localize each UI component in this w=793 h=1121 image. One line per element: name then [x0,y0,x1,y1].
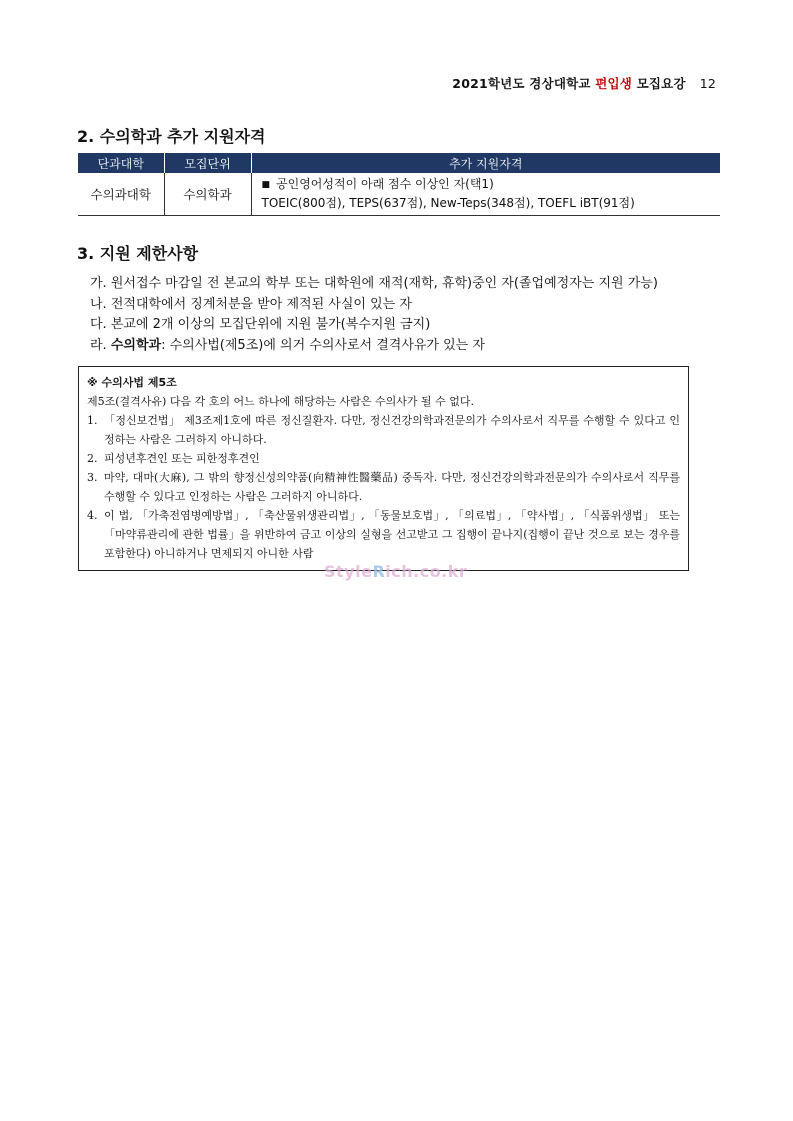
header-qualification: 추가 지원자격 [251,153,720,173]
law-item [87,468,680,506]
law-item-text: 「정신보건법」 제3조제1호에 따른 정신질환자. 다만, 정신건강의학과전문의가 수의사로서 직무를 수행할 수 있다고 인정하는 사람은 그러하지 아니하다. [104,414,680,446]
law-item-text: 피성년후견인 또는 피한정후견인 [104,452,260,465]
table-row [78,173,720,216]
qualification-table [78,153,720,216]
qual-text-1: 공인영어성적이 아래 점수 이상인 자(택1) [276,177,494,191]
law-item-number: 3. [87,471,98,484]
restriction-text: 다. 본교에 2개 이상의 모집단위에 지원 불가(복수지원 금지) [90,317,431,332]
section3-title: 3. 지원 제한사항 [77,244,199,263]
cell-unit: 수의학과 [164,173,251,216]
watermark-part: Style [324,562,373,581]
watermark-part: ich.co.kr [385,562,468,581]
law-item-number: 2. [87,452,98,465]
law-item-number: 1. [87,414,98,427]
law-item [87,449,680,468]
watermark [324,562,467,581]
law-item-text: 마약, 대마(大麻), 그 밖의 향정신성의약품(向精神性醫藥品) 중독자. 다만, 정신건강의학과전문의가 수의사로서 직무를 수행할 수 있다고 인정하는 사람은 그러하지 아니하다. [104,471,680,503]
header-college: 단과대학 [78,153,164,173]
document-header [452,74,716,92]
section2-title: 2. 수의학과 추가 지원자격 [77,127,266,146]
law-item [87,506,680,563]
list-item [90,336,658,357]
law-item [87,411,680,449]
restriction-rest: : 수의사법(제5조)에 의거 수의사로서 결격사유가 있는 자 [161,337,485,353]
qual-line-2: TOEIC(800점), TEPS(637점), New-Teps(348점), TOEFL iBT(91점) [261,196,635,210]
law-box-title: ※ 수의사법 제5조 [87,376,177,389]
cell-college: 수의과대학 [78,173,164,216]
list-item [90,295,658,316]
cell-qualification [251,173,720,216]
page-number: 12 [699,76,716,91]
restriction-list [90,274,658,356]
header-unit: 모집단위 [164,153,251,173]
list-item [90,274,658,295]
header-highlight: 편입생 [595,76,633,91]
restriction-text: 나. 전적대학에서 징계처분을 받아 제적된 사실이 있는 자 [90,296,412,312]
law-intro: 제5조(결격사유) 다음 각 호의 어느 하나에 해당하는 사람은 수의사가 될 수 없다. [87,395,474,408]
header-prefix: 2021학년도 경상대학교 [452,76,596,91]
qual-line-1 [262,176,721,195]
law-box [78,366,689,571]
restriction-bold: 수의학과 [110,337,162,353]
restriction-text: 가. 원서접수 마감일 전 본교의 학부 또는 대학원에 재적(재학, 휴학)중인 자(졸업예정자는 지원 가능) [90,276,658,291]
restriction-prefix: 라. [90,337,111,353]
law-item-text: 이 법, 「가축전염병예방법」, 「축산물위생관리법」, 「동물보호법」, 「의료법」, 「약사법」, 「식품위생법」 또는 「마약류관리에 관한 법률」을 위반하여 금고 이상의 실형을 선고받고 그 집행이 끝나지(집행이 끝난 것으로 보는 경우를 포함한다) 아니하거나 면제되지 아니한 사람 [104,509,680,560]
square-bullet-icon: ■ [261,180,271,190]
law-item-number: 4. [87,509,98,522]
table-header-row [78,153,720,173]
header-suffix: 모집요강 [632,76,686,91]
watermark-part: R [372,562,386,581]
list-item [90,315,658,336]
